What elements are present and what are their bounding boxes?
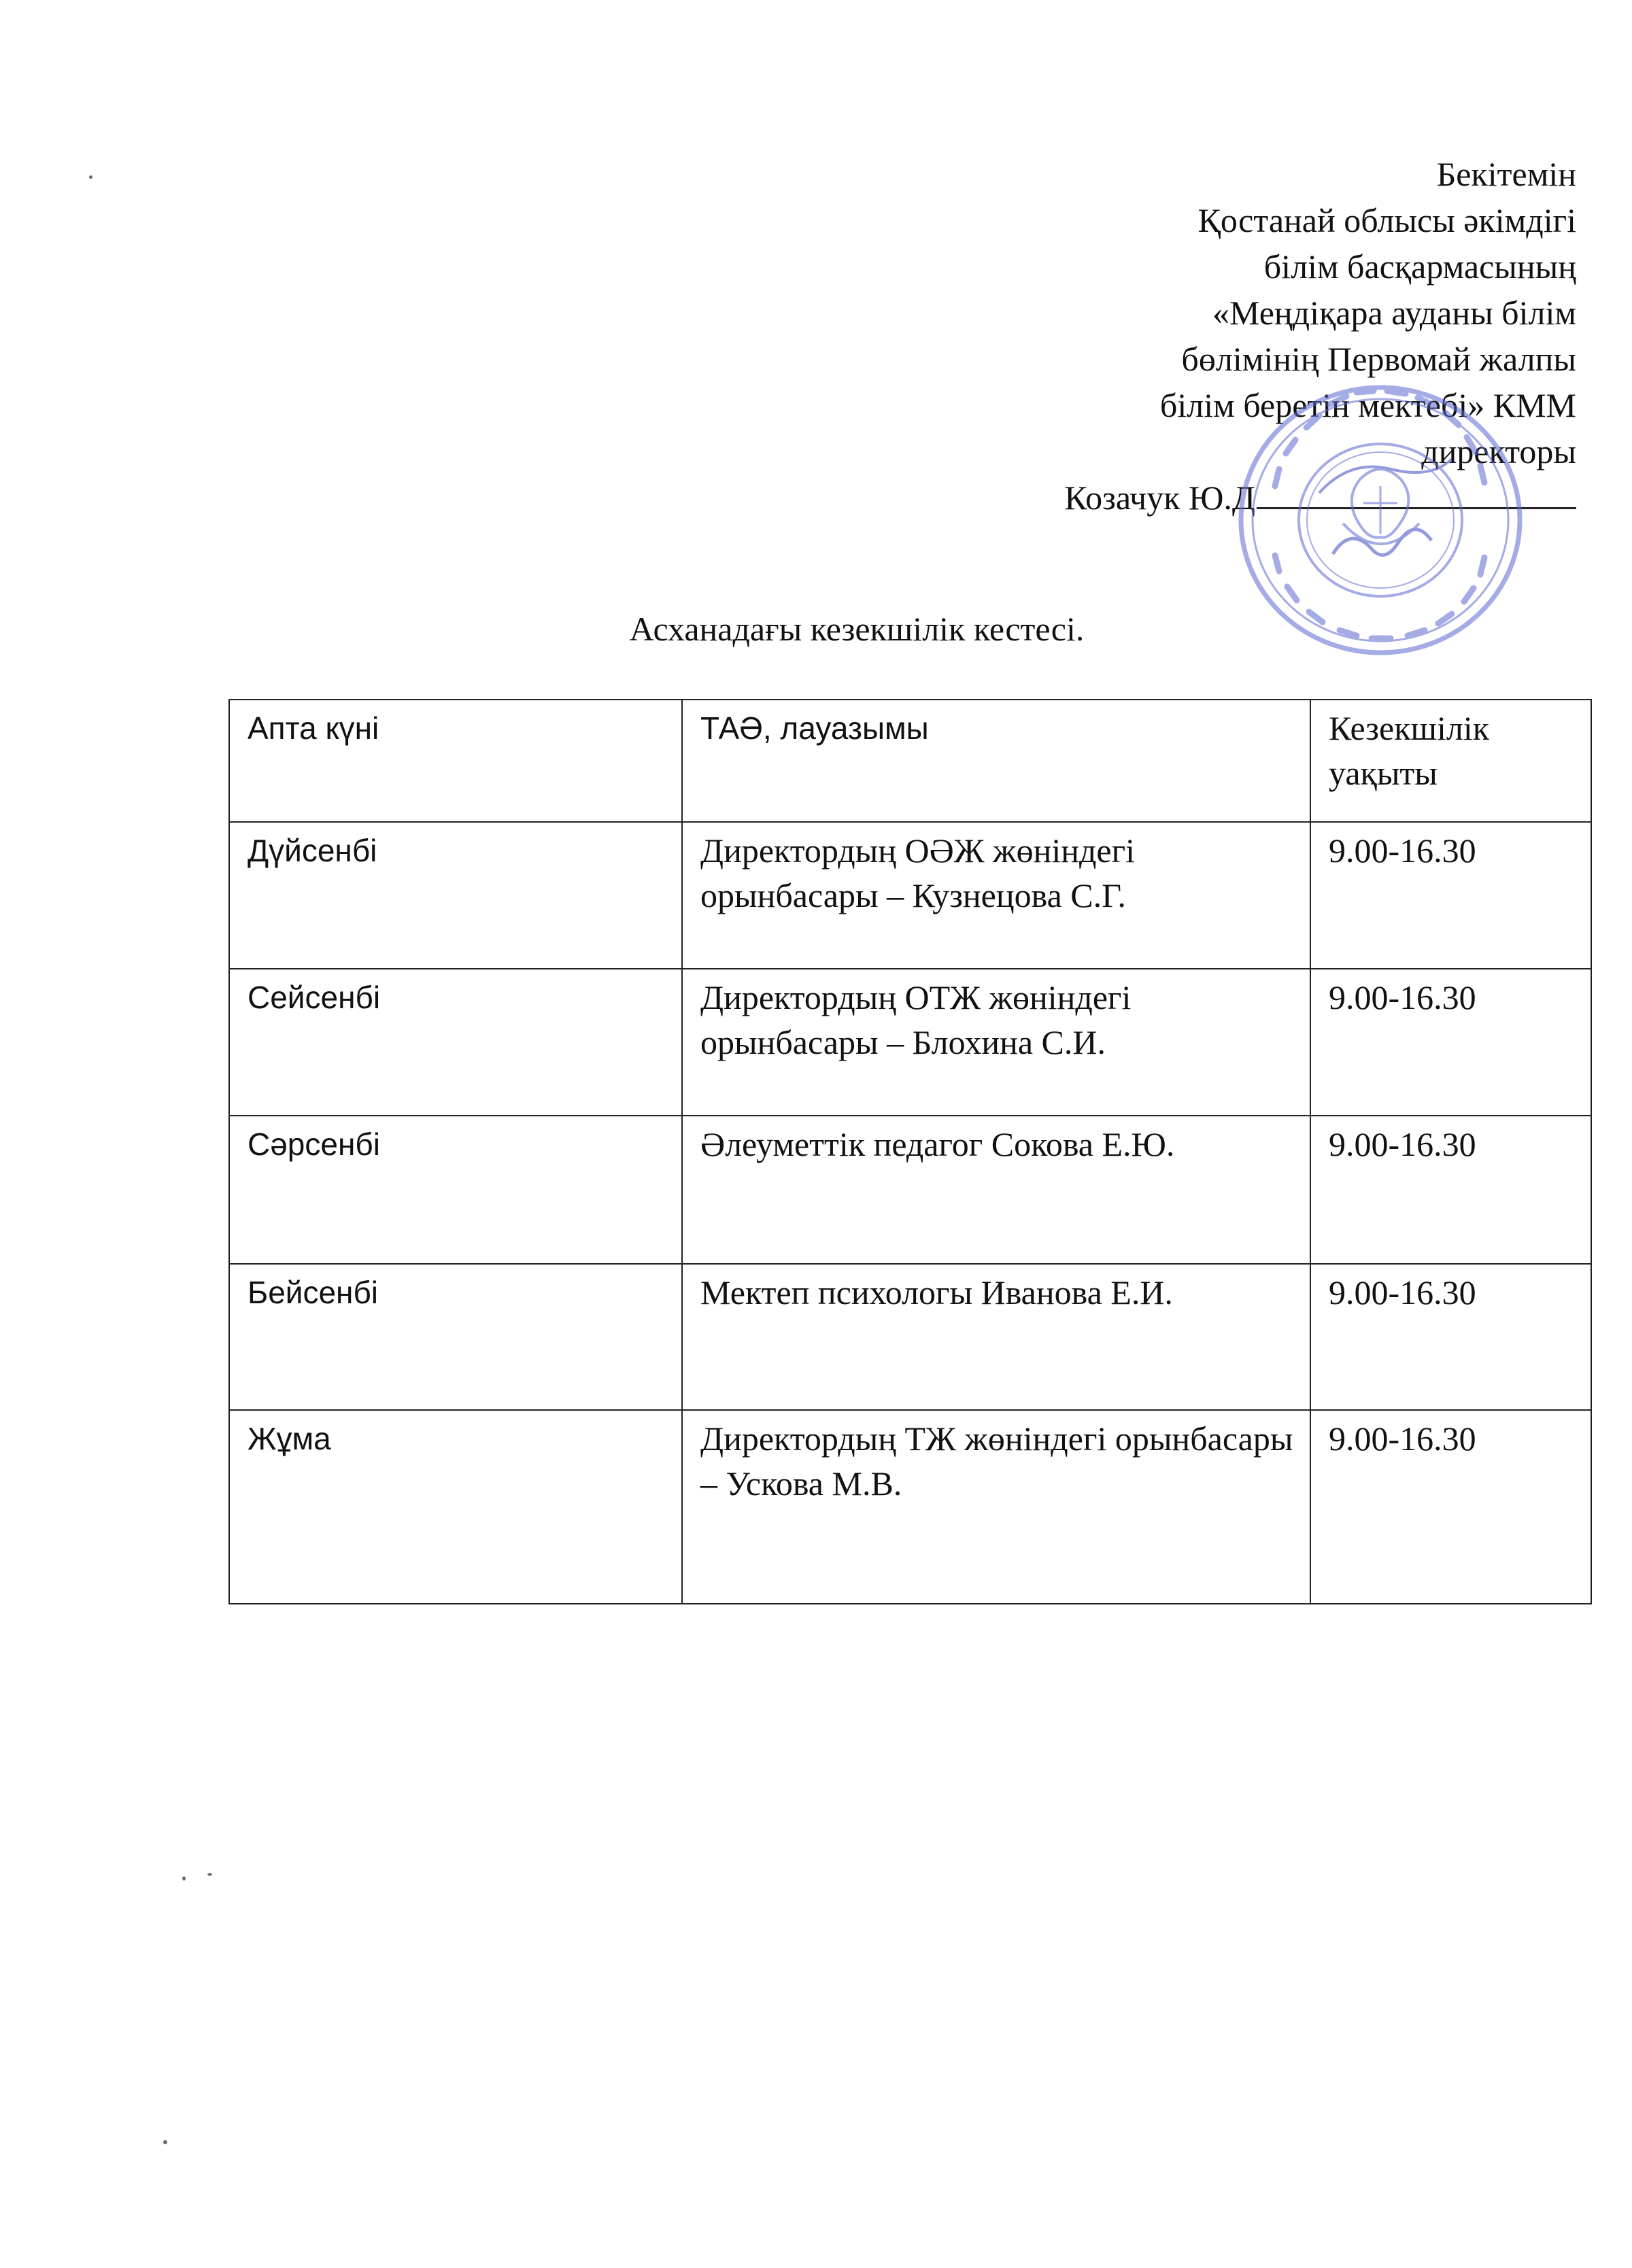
person-cell: Директордың ТЖ жөніндегі орынбасары – Ускова М.В. [682, 1410, 1310, 1604]
weekday-cell: Сәрсенбі [229, 1116, 682, 1264]
person-cell: Әлеуметтік педагог Сокова Е.Ю. [682, 1116, 1310, 1264]
table-row [229, 1264, 1591, 1410]
approval-line: бөлімінің Первомай жалпы [1181, 340, 1576, 378]
time-cell: 9.00-16.30 [1310, 1264, 1591, 1410]
scan-speck [163, 2140, 167, 2144]
weekday-cell: Дүйсенбі [229, 822, 682, 969]
table-header-row [229, 700, 1591, 822]
approval-position: директоры [1421, 432, 1576, 470]
scan-speck [182, 1876, 186, 1880]
signatory-line [910, 475, 1576, 521]
header-name-position: ТАӘ, лауазымы [682, 700, 1310, 822]
time-cell: 9.00-16.30 [1310, 969, 1591, 1116]
signature-underline [1257, 480, 1576, 509]
signatory-name: Козачук Ю.Д [1064, 479, 1255, 517]
scan-speck [207, 1873, 212, 1876]
table-row [229, 1410, 1591, 1604]
header-weekday: Апта күні [229, 700, 682, 822]
table-row [229, 822, 1591, 969]
duty-schedule-table [228, 699, 1592, 1604]
approval-line: «Меңдіқара ауданы білім [1212, 294, 1576, 332]
approval-line: білім басқармасының [1263, 247, 1576, 286]
weekday-cell: Жұма [229, 1410, 682, 1604]
weekday-cell: Сейсенбі [229, 969, 682, 1116]
time-cell: 9.00-16.30 [1310, 1116, 1591, 1264]
table-row [229, 1116, 1591, 1264]
scan-speck [89, 175, 92, 179]
person-cell: Мектеп психологы Иванова Е.И. [682, 1264, 1310, 1410]
time-cell: 9.00-16.30 [1310, 822, 1591, 969]
approval-line: Қостанай облысы әкімдігі [1197, 201, 1576, 239]
person-cell: Директордың ОТЖ жөніндегі орынбасары – Блохина С.И. [682, 969, 1310, 1116]
header-duty-time: Кезекшілік уақыты [1310, 700, 1591, 822]
person-cell: Директордың ОӘЖ жөніндегі орынбасары – Кузнецова С.Г. [682, 822, 1310, 969]
time-cell: 9.00-16.30 [1310, 1410, 1591, 1604]
approval-block [910, 151, 1576, 521]
approval-line: білім беретін мектебі» КММ [1159, 386, 1576, 424]
approval-heading: Бекітемін [1436, 155, 1576, 193]
weekday-cell: Бейсенбі [229, 1264, 682, 1410]
table-row [229, 969, 1591, 1116]
document-title: Асханадағы кезекшілік кестесі. [629, 610, 1085, 648]
